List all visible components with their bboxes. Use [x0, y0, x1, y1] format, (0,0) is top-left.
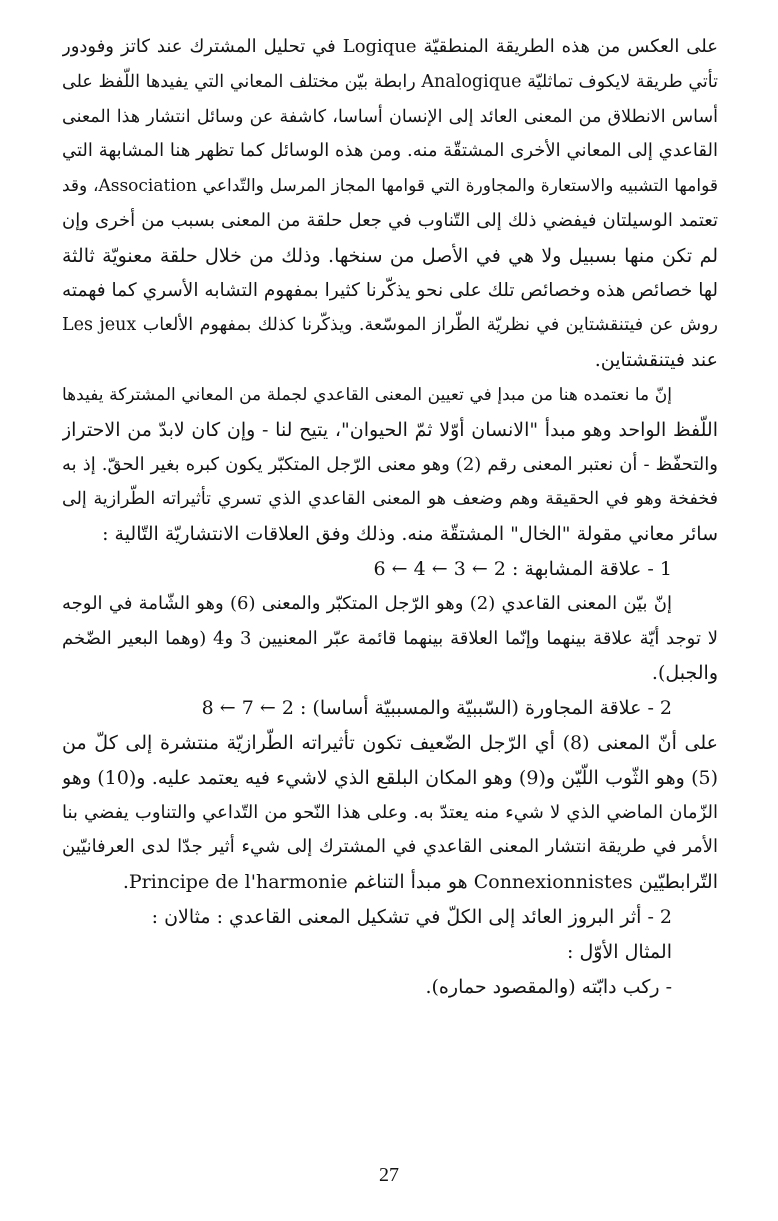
text-line: على أنّ المعنى (8) أي الرّجل الضّعيف تكون تأثيراته الطّرازيّة منتشرة إلى كلّ من	[62, 731, 718, 754]
page-number: 27	[379, 1164, 399, 1186]
relation-contiguity	[62, 691, 718, 726]
text-line: لها خصائص هذه وخصائص تلك على نحو يذكّرنا كثيرا بمفهوم التشابه الأسري كما فهمته	[62, 279, 718, 301]
text-line: سائر معاني مقولة "الخال" المشتقّة منه. وذلك وفق العلاقات الانتشاريّة التّالية :	[102, 523, 718, 546]
text-line: (5) وهو الثّوب اللّيّن و(9) وهو المكان البلقع الذي لاشيء فيه يعتمد عليه. و(10) وهو	[62, 766, 718, 789]
list-heading: 2 - أثر البروز العائد إلى الكلّ في تشكيل المعنى القاعدي : مثالان :	[151, 905, 672, 928]
text-line: روش عن فيتنقشتاين في نظريّة الطّراز الموسّعة. ويذكّرنا كذلك بمفهوم الألعاب Les jeux	[62, 315, 718, 336]
text-line: اللّفظ الواحد وهو مبدأ "الانسان أوّلا ثمّ الحيوان"، يتيح لنا - وإن كان لابدّ من الاحتراز	[62, 418, 718, 441]
text-line: عند فيتنقشتاين.	[594, 349, 718, 372]
list-heading: 1 - علاقة المشابهة : 2 ← 3 ← 4 ← 6	[373, 557, 672, 580]
text-line: الأمر في طريقة انتشار المعنى القاعدي في المشترك إلى شيء أثير جدّا لدى العرفانيّين	[62, 836, 718, 858]
relation-similarity	[62, 552, 718, 587]
paragraph-4	[62, 726, 718, 900]
example-item: - ركب دابّته (والمقصود حماره).	[425, 975, 672, 998]
text-line: لم تكن منها بسبيل ولا هي في الأصل من سنخها. وذلك من خلال حلقة معنويّة ثالثة	[62, 244, 718, 267]
text-line: إنّ ما نعتمده هنا من مبدإ في تعيين المعنى القاعدي لجملة من المعاني المشتركة يفيدها	[62, 384, 672, 405]
text-line: القاعدي إلى المعاني الأخرى المشتقّة منه. ومن هذه الوسائل كما تظهر هنا المشابهة التي	[62, 140, 718, 162]
text-line: الزّمان الماضي الذي لا شيء منه يعتدّ به. وعلى هذا النّحو من التّداعي والتناوب يفضي بنا	[62, 801, 718, 823]
text-line: إنّ بيّن المعنى القاعدي (2) وهو الرّجل المتكبّر والمعنى (6) وهو الشّامة في الوجه	[62, 592, 672, 614]
text-line: فخفخة وهو في الحقيقة وهم وضعف هو المعنى القاعدي الذي تسري تأثيراته الطّرازية إلى	[62, 489, 718, 510]
paragraph-3	[62, 587, 718, 691]
page-body	[62, 30, 718, 1160]
text-line: لا توجد أيّة علاقة بينهما وإنّما العلاقة بينهما قائمة عبّر المعنيين 3 و4 (وهما البعير الضّخم	[62, 627, 718, 649]
section-heading	[62, 900, 718, 1004]
example-heading: المثال الأوّل :	[567, 940, 672, 963]
list-heading: 2 - علاقة المجاورة (السّببيّة والمسببيّة أساسا) : 2 ← 7 ← 8	[201, 697, 672, 720]
text-line: والتحفّظ - أن نعتبر المعنى رقم (2) وهو معنى الرّجل المتكبّر يكون كبره بغير الحقّ. إذ به	[62, 453, 718, 475]
paragraph-2	[62, 378, 718, 552]
text-line: والجبل).	[651, 662, 718, 685]
paragraph-1	[62, 30, 718, 378]
text-line: تأتي طريقة لايكوف تماثليّة Analogique رابطة بيّن مختلف المعاني التي يفيدها اللّفظ على	[62, 71, 718, 92]
text-line: تعتمد الوسيلتان فيفضي ذلك إلى التّناوب في جعل حلقة من المعنى بسبب من أخرى وإن	[62, 209, 718, 231]
text-line: قوامها التشبيه والاستعارة والمجاورة التي قوامها المجاز المرسل والتّداعي Association، وقد	[62, 176, 718, 197]
text-line: أساس الانطلاق من المعنى العائد إلى الإنسان أساسا، كاشفة عن وسائل انتشار هذا المعنى	[62, 106, 718, 127]
text-line: التّرابطيّين Connexionnistes هو مبدأ التناغم Principe de l'harmonie.	[122, 871, 718, 894]
text-line: على العكس من هذه الطريقة المنطقيّة Logique في تحليل المشترك عند كاتز وفودور	[62, 36, 718, 57]
